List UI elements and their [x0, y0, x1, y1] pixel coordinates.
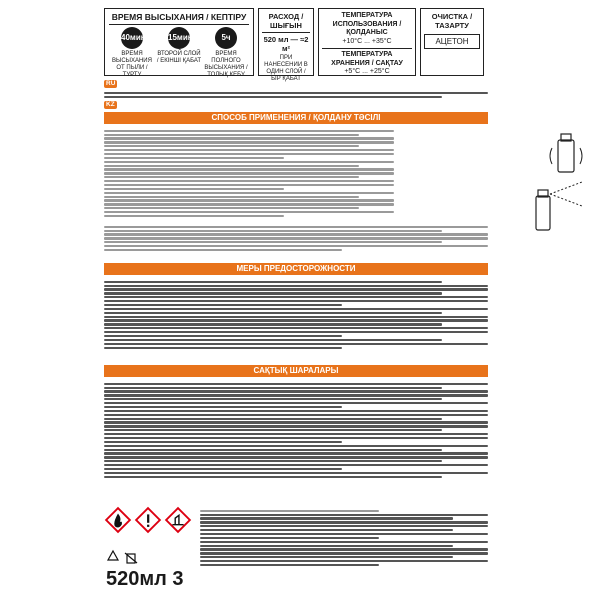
- manufacturer-info: [200, 506, 488, 570]
- usage-text-kz: [104, 222, 488, 255]
- drying-title: ВРЕМЯ ВЫСЫХАНИЯ / КЕПТІРУ: [109, 12, 249, 25]
- safety-text-kz: [104, 379, 488, 482]
- section-header-safety-kz: САҚТЫҚ ШАРАЛАРЫ: [104, 365, 488, 377]
- safety-text: [104, 277, 488, 352]
- bottom-area: [104, 502, 488, 594]
- lang-badge-kz: KZ: [106, 101, 115, 109]
- drying-caption: ВРЕМЯ ПОЛНОГО ВЫСЫХАНИЯ / ТОЛЫҚ КЕБУ: [204, 51, 248, 78]
- temp-store-range: +5°C ... +25°C: [344, 68, 390, 75]
- drying-item-full: [203, 27, 249, 79]
- clock-icon: 15мин: [168, 27, 190, 49]
- clock-icon: 40мин: [121, 27, 143, 49]
- hazard-pictograms: [104, 506, 194, 548]
- section-body-safety: [104, 277, 488, 361]
- lang-badge-ru: RU: [106, 80, 116, 87]
- drying-item-second-coat: [156, 27, 202, 79]
- spray-can-shake-icon: [548, 128, 584, 174]
- info-strip: [104, 8, 488, 82]
- section-body-safety-kz: [104, 379, 488, 497]
- description-text-ru: [104, 88, 488, 101]
- cleaning-panel: [420, 8, 484, 76]
- drying-item-dust: [109, 27, 155, 79]
- usage-text: [104, 126, 394, 221]
- consumption-panel: [258, 8, 314, 82]
- waste-bin-icon: [124, 550, 138, 564]
- drying-caption: ВРЕМЯ ВЫСЫХАНИЯ ОТ ПЫЛИ / ТУРТУ: [112, 51, 152, 78]
- consumption-title: РАСХОД / ШЫҒЫН: [268, 12, 304, 30]
- section-body-usage: [104, 126, 488, 260]
- consumption-note: ПРИ НАНЕСЕНИИ В ОДИН СЛОЙ / БІР ҚАБАТ: [264, 55, 308, 82]
- volume-label: 520мл 3: [106, 568, 184, 590]
- temp-use-title: ТЕМПЕРАТУРА ИСПОЛЬЗОВАНИЯ / ҚОЛДАНЫС: [332, 12, 402, 36]
- environment-hazard-icon: [164, 506, 192, 534]
- temp-store-title: ТЕМПЕРАТУРА ХРАНЕНИЯ / САҚТАУ: [331, 51, 403, 67]
- exclamation-hazard-icon: [134, 506, 162, 534]
- drying-caption: ВТОРОЙ СЛОЙ / ЕКІНШІ ҚАБАТ: [156, 51, 202, 64]
- section-header-safety: МЕРЫ ПРЕДОСТОРОЖНОСТИ: [104, 263, 488, 275]
- spray-illustrations: [500, 128, 588, 238]
- cleaning-agent: АЦЕТОН: [424, 34, 480, 49]
- cleaning-title: ОЧИСТКА / ТАЗАРТУ: [431, 12, 473, 30]
- section-header-usage: СПОСОБ ПРИМЕНЕНИЯ / ҚОЛДАНУ ТӘСІЛІ: [104, 112, 488, 124]
- drying-panel: [104, 8, 254, 76]
- recycle-marks: [106, 550, 138, 564]
- temperature-panel: [318, 8, 416, 76]
- product-description: [104, 80, 488, 110]
- temp-use-range: +10°C ... +35°C: [342, 37, 392, 45]
- spray-can-spray-icon: [530, 178, 586, 236]
- flame-hazard-icon: [104, 506, 132, 534]
- divider: [322, 48, 412, 49]
- recycle-icon: [106, 550, 120, 564]
- divider: [262, 32, 310, 33]
- consumption-value: 520 мл — ≈2 м²: [263, 35, 309, 53]
- clock-icon: 5ч: [215, 27, 237, 49]
